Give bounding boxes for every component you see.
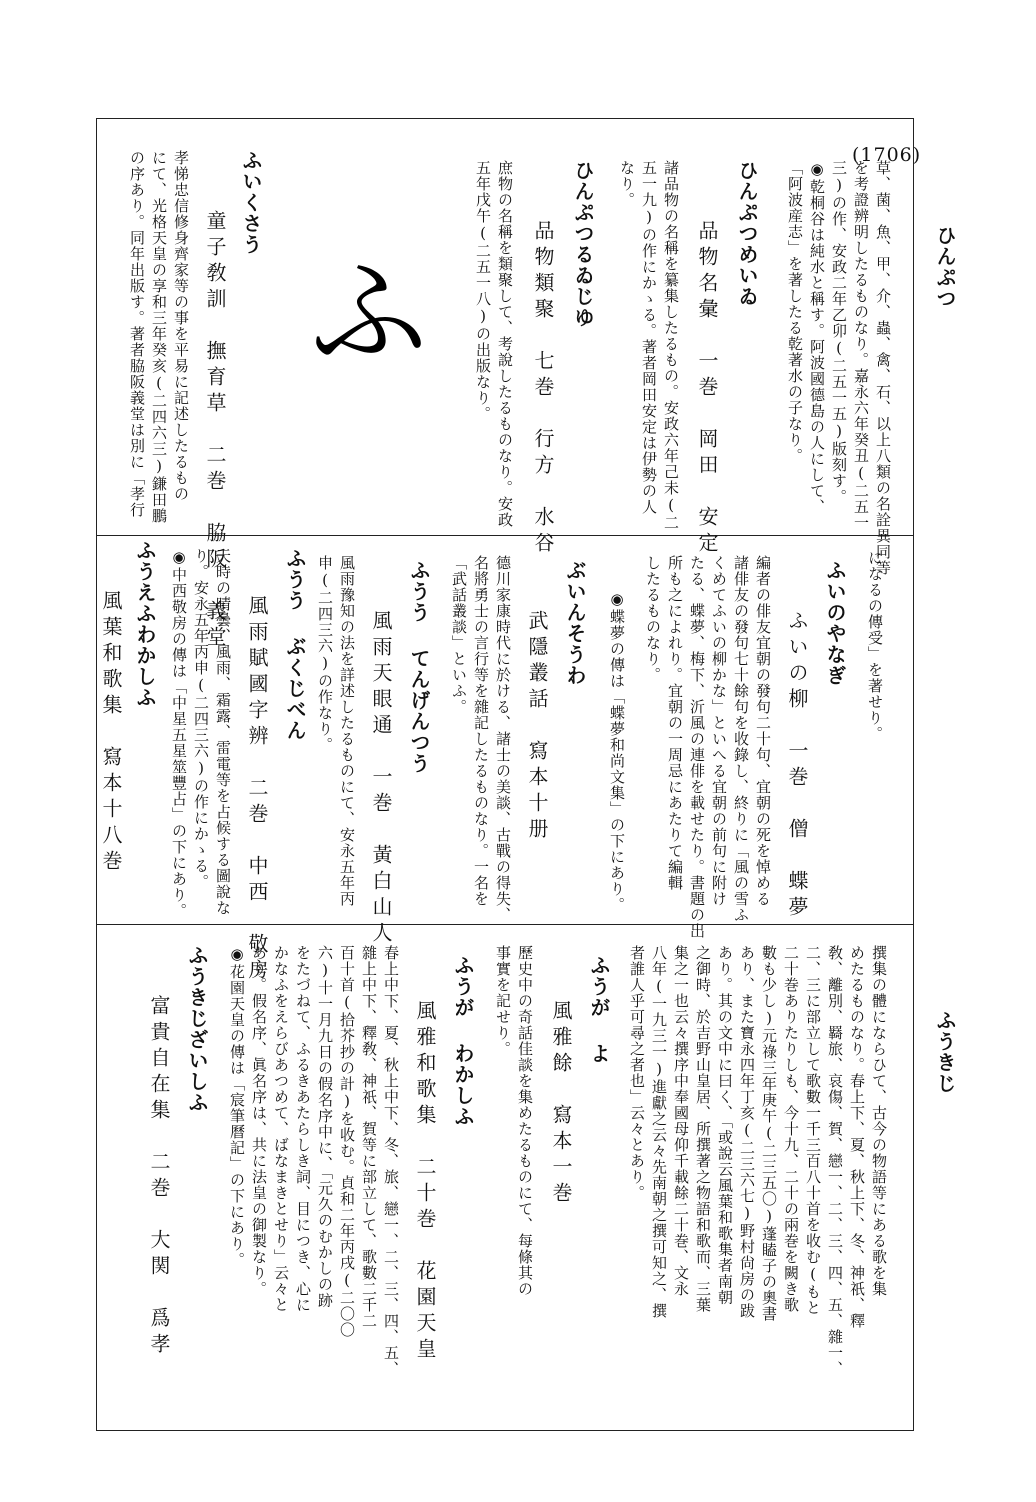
entry-line: 撰集の體にならひて、古今の物語等にある歌を集 xyxy=(870,945,888,1297)
entry-line: 孝悌忠信修身齊家等の事を平易に記述したるもの xyxy=(172,150,190,502)
entry-line: 八年(一九三一)進獻之云々先南朝之撰可知之、撰 xyxy=(650,945,668,1319)
entry-line: 二、三に部立して歌數一千三百八十首を收む(もと xyxy=(804,945,822,1316)
entry-line: なり。 xyxy=(618,160,636,208)
entry-line: の序あり。同年出版す。著者脇阪義堂は別に「孝行 xyxy=(128,150,146,518)
entry-line: 數も少し)元祿三年庚午(二三五〇)蓬瞌子の奧書 xyxy=(760,945,778,1322)
entry-line: 之御時、於吉野山皇居、所撰著之物語和歌而、三葉 xyxy=(694,945,712,1313)
entry-line: めたるものなり。春上下、夏、秋上下、冬、神祇、釋 xyxy=(848,945,866,1329)
entry-line: 名將勇士の言行等を雜記したるものなり。一名を xyxy=(472,555,490,907)
running-head-bottom: ふうきじ xyxy=(933,1010,957,1094)
entry-line: 所も之によれり。宜朝の一周忌にあたりて編輯 xyxy=(666,555,684,891)
entry-reading: ひんぷつるゐじゆ xyxy=(571,160,595,328)
entry-title: 風雨賦國字辨 二巻 中西 敬房 xyxy=(245,595,269,985)
entry-line: たる、蝶夢、梅下、沂風の連俳を載せたり。書題の出 xyxy=(688,555,706,939)
entry-line: 敎、離別、羇旅、哀傷、賀、戀一、二、三、四、五、雜一、 xyxy=(826,945,844,1377)
entry-line: になるの傳受」を著せり。 xyxy=(866,550,884,742)
entry-line: にて、光格天皇の享和三年癸亥(二四六三)鎌田鵬 xyxy=(150,150,168,524)
entry-line: ◉中西敬房の傳は「中星五星筮豐占」の下にあり。 xyxy=(170,548,188,919)
entry-title: 風葉和歌集 寫本十八巻 xyxy=(99,590,123,876)
entry-line: 「阿波産志」を著したる乾著水の子なり。 xyxy=(786,160,804,464)
entry-title: 風雨天眼通 一巻 黃白山人 xyxy=(369,610,393,948)
entry-reading: ふうう てんげんつう xyxy=(407,560,431,774)
entry-line: かなふをえらびあつめて、ばなまきとせり」云々と xyxy=(272,945,290,1313)
entry-title: 武隱叢話 寫本十册 xyxy=(525,610,549,844)
entry-line: 編者の俳友宜朝の發句二十句、宜朝の死を悼める xyxy=(754,555,772,907)
entry-title: ふいの柳 一巻 僧 蝶夢 xyxy=(785,610,809,922)
entry-reading: ふうが わかしふ xyxy=(451,955,475,1127)
entry-line: 五一九)の作にかゝる。著者岡田安定は伊勢の人 xyxy=(640,160,658,515)
entry-line: 六)十一月九日の假名序中に、「元久のむかしの跡 xyxy=(316,945,334,1309)
entry-line: くめてふいの柳かな」といへる宜朝の前句に附け xyxy=(710,555,728,907)
entry-reading: ふうう ぶくじべん xyxy=(283,548,307,741)
entry-title: 品物名彙 一巻 岡田 安定 xyxy=(695,220,719,558)
entry-line: 諸品物の名稱を纂集したるもの。安政六年己未(二 xyxy=(662,160,680,531)
entry-line: したるものなり。 xyxy=(644,555,662,683)
entry-title: 風雅和歌集 二十巻 花園天皇 xyxy=(413,1000,437,1364)
entry-line: 「武話叢談」といふ。 xyxy=(450,555,468,715)
entry-line: 德川家康時代に於ける、諸士の美談、古戰の得失、 xyxy=(494,555,512,923)
entry-line: ◉蝶夢の傳は「蝶夢和尚文集」の下にあり。 xyxy=(608,590,626,913)
entry-reading: ふいのやなぎ xyxy=(823,560,847,686)
entry-line: 天時の晴曇、風雨、霜露、雷電等を占候する圖說な xyxy=(214,548,232,916)
running-head-top: ひんぷつ xyxy=(933,225,957,309)
entry-line: 二十巻ありたりしも、今十九、二十の兩巻を闕き歌 xyxy=(782,945,800,1313)
entry-line: 風雨豫知の法を詳述したるものにて、安永五年丙 xyxy=(338,555,356,907)
entry-reading: ふうえふわかしふ xyxy=(133,540,157,708)
entry-line: 集之一也云々撰序中奉國母仰千載餘二十巻、文永 xyxy=(672,945,690,1297)
entry-line: 歷史中の奇話佳談を集めたるものにて、每條其の xyxy=(516,945,534,1297)
entry-line: 百十首(拾芥抄の計)を收む。貞和二年丙戌(二〇〇 xyxy=(338,945,356,1338)
entry-title: 富貴自在集 二巻 大関 爲孝 xyxy=(147,995,171,1359)
entry-title: 童子敎訓 撫育草 二巻 脇阪 義堂 xyxy=(203,210,227,652)
page-number: (1706) xyxy=(852,144,922,166)
entry-reading: ぶいんそうわ xyxy=(563,560,587,686)
entry-line: 雜上中下、釋敎、神祇、賀等に部立して、歌數二千二 xyxy=(360,945,378,1329)
entry-line: あり。假名序、眞名序は、共に法皇の御製なり。 xyxy=(250,945,268,1297)
entry-line: あり、また寶永四年丁亥(二三六七)野村尙房の跋 xyxy=(738,945,756,1319)
entry-title: 風雅餘 寫本一巻 xyxy=(549,1000,573,1208)
section-character: ふ xyxy=(309,244,428,382)
entry-reading: ふいくさう xyxy=(239,150,263,255)
entry-reading: ふうきじざいしふ xyxy=(185,945,209,1113)
entry-line: ◉花園天皇の傳は「宸筆曆記」の下にあり。 xyxy=(228,945,246,1268)
section-divider-bottom xyxy=(96,924,914,925)
entry-line: 草、菌、魚、甲、介、蟲、禽、石、以上八類の名詮異同等 xyxy=(874,160,892,576)
entry-line: 者誰人乎可尋之者也」云々とあり。 xyxy=(628,945,646,1201)
entry-line: ◉乾桐谷は純水と稱す。阿波國德島の人にして、 xyxy=(808,160,826,515)
entry-line: あり。其の文中に曰く、「或說云風葉和歌集者南朝 xyxy=(716,945,734,1306)
entry-reading: ひんぷつめいゐ xyxy=(735,160,759,307)
entry-line: 事實を記せり。 xyxy=(494,945,512,1057)
entry-line: 申(二四三六)の作なり。 xyxy=(316,555,334,753)
entry-reading: ふうが よ xyxy=(587,955,611,1064)
entry-line: 諸俳友の發句七十餘句を收錄し、終りに「風の雪ふ xyxy=(732,555,750,923)
entry-line: をたづねて、ふるきあたらしき詞、目につき、心に xyxy=(294,945,312,1313)
entry-line: 庶物の名稱を類聚して、考說したるものなり。安政 xyxy=(496,160,514,528)
entry-line: り。安永五年丙申(二四三六)の作にかゝる。 xyxy=(192,548,210,890)
entry-line: 五年戊午(二五一八)の出版なり。 xyxy=(474,160,492,422)
entry-line: 春上中下、夏、秋上中下、冬、旅、戀一、二、三、四、五、 xyxy=(382,945,400,1377)
entry-line: を考證辨明したるものなり。嘉永六年癸丑(二五一 xyxy=(852,160,870,531)
entry-line: 三)の作、安政二年乙卯(二五一五)版刻す。 xyxy=(830,160,848,505)
entry-title: 品物類聚 七巻 行方 水谷 xyxy=(531,220,555,558)
